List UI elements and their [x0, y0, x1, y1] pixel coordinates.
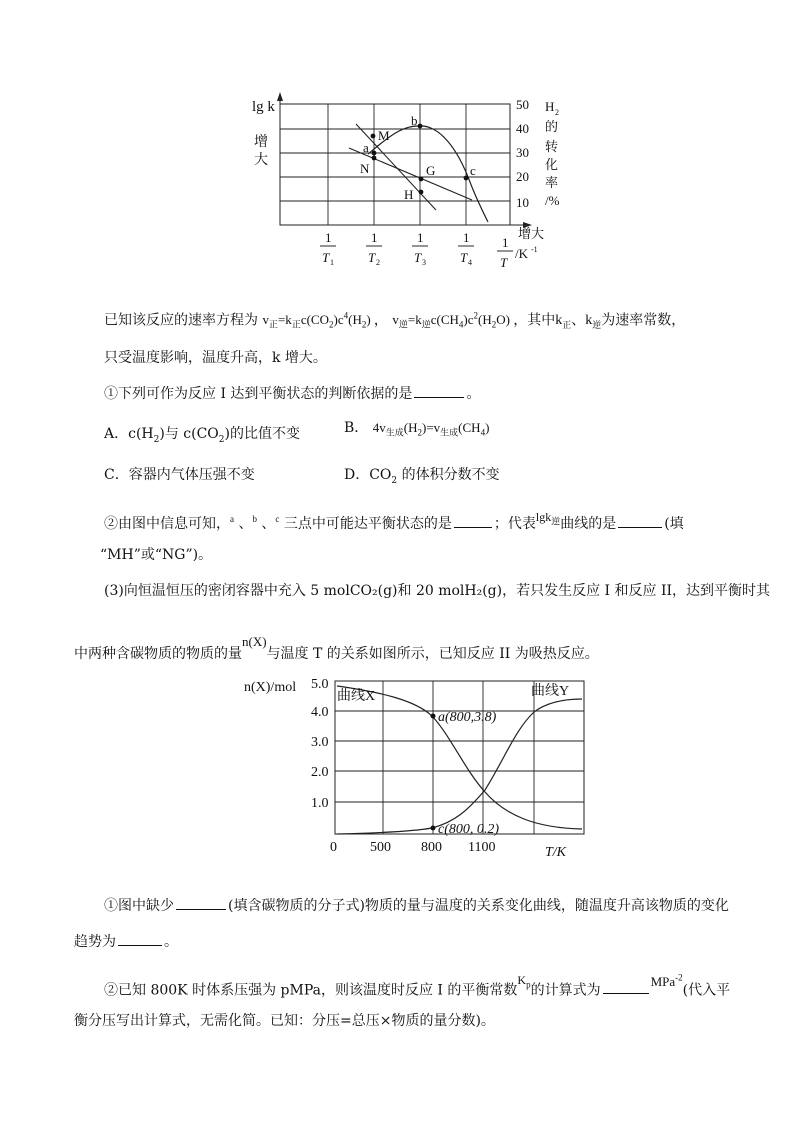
svg-text:10: 10	[516, 195, 529, 210]
curve-X	[337, 686, 582, 829]
svg-text:a: a	[363, 140, 369, 155]
x-tick-T2	[366, 230, 382, 267]
svg-text:20: 20	[516, 169, 529, 184]
svg-text:转: 转	[545, 139, 559, 154]
svg-text:500: 500	[370, 840, 391, 855]
question-5-line1: ②已知 800K 时体系压强为 pMPa，则该温度时反应 I 的平衡常数$K_p$的计算式为MPa$^{-2}$(代入平	[104, 973, 731, 999]
point-c	[464, 176, 469, 181]
question-3-line2: 中两种含碳物质的物质的量n(X)与温度 T 的关系如图所示，已知反应 II 为吸热反应。	[74, 634, 599, 662]
svg-text:T: T	[414, 250, 422, 265]
point-c	[431, 826, 436, 831]
question-2: ②由图中信息可知，$^a$ 、$^b$ 、$^c$ 三点中可能达平衡状态的是 ；代表lgk$_逆$曲线的是 (填	[104, 510, 684, 532]
point-H	[419, 190, 424, 195]
svg-text:T: T	[322, 250, 330, 265]
question-2-line2: “MH”或“NG”)。	[100, 547, 213, 563]
point-a-label: a(800,3.8)	[438, 710, 497, 725]
question-1-stem: ①下列可作为反应 I 达到平衡状态的判断依据的是 。	[104, 383, 480, 404]
point-N	[372, 156, 377, 161]
svg-text:1.0: 1.0	[311, 796, 329, 811]
figure-lgk-conversion	[0, 0, 800, 290]
x-tick-T4	[458, 230, 474, 267]
svg-text:M: M	[378, 128, 390, 143]
rate-equation-para: 已知该反应的速率方程为 $v_正=k_正c(CO_2)c^4(H_2)$ ， $v_逆=k_逆c(CH_4)c^2(H_2O)$ ，其中$k_正$、$k_逆$为速率常数，	[104, 311, 686, 331]
svg-text:1: 1	[371, 230, 378, 245]
svg-text:/K: /K	[515, 246, 528, 261]
svg-text:的: 的	[545, 119, 559, 134]
y-left-dir-2: 大	[254, 153, 268, 168]
svg-text:T: T	[500, 255, 508, 270]
svg-text:1: 1	[502, 235, 509, 250]
option-A: A．$c(H_2)$与 $c(CO_2)$的比值不变	[104, 426, 300, 445]
svg-text:2: 2	[376, 258, 380, 267]
svg-text:H: H	[545, 99, 555, 114]
curve-x-label: 曲线X	[337, 689, 376, 704]
answer-blank-6[interactable]	[603, 979, 649, 994]
svg-text:1: 1	[463, 230, 470, 245]
svg-text:30: 30	[516, 145, 529, 160]
svg-text:3.0: 3.0	[311, 735, 329, 750]
svg-text:H: H	[404, 187, 414, 202]
svg-text:1: 1	[325, 230, 332, 245]
question-4-line2: 趋势为 。	[74, 931, 178, 952]
x-axis-label: T/K	[545, 845, 567, 860]
svg-text:40: 40	[516, 121, 529, 136]
option-D: D．$CO_2$ 的体积分数不变	[344, 467, 500, 486]
svg-text:-1: -1	[531, 245, 538, 254]
svg-text:0: 0	[330, 840, 337, 855]
svg-text:4.0: 4.0	[311, 705, 329, 720]
svg-text:T: T	[368, 250, 376, 265]
question-4-line1: ①图中缺少 (填含碳物质的分子式)物质的量与温度的关系变化曲线，随温度升高该物质的变化	[104, 895, 729, 916]
option-C: C．容器内气体压强不变	[104, 467, 255, 483]
answer-blank-4[interactable]	[176, 895, 226, 910]
svg-text:化: 化	[545, 157, 559, 172]
point-M	[371, 134, 376, 139]
answer-blank-3[interactable]	[618, 513, 662, 528]
svg-text:2: 2	[555, 108, 559, 117]
x-tick-T3	[412, 230, 428, 267]
answer-blank-2[interactable]	[454, 513, 492, 528]
curve-y-label: 曲线Y	[531, 684, 570, 699]
point-a	[372, 151, 377, 156]
question-5-line2: 衡分压写出计算式，无需化简。已知：分压=总压×物质的量分数)。	[74, 1013, 495, 1029]
svg-text:2.0: 2.0	[311, 765, 329, 780]
svg-text:1: 1	[417, 230, 424, 245]
svg-text:T: T	[460, 250, 468, 265]
svg-text:50: 50	[516, 97, 529, 112]
svg-text:1: 1	[330, 258, 334, 267]
svg-text:4: 4	[468, 258, 472, 267]
x-tick-T1	[320, 230, 336, 267]
svg-text:1100: 1100	[468, 840, 496, 855]
rate-equation-line2: 只受温度影响，温度升高，k 增大。	[104, 350, 327, 366]
y-left-label: lg k	[252, 99, 275, 115]
svg-text:b: b	[411, 113, 418, 128]
question-3-line1: (3)向恒温恒压的密闭容器中充入 5 molCO₂(g)和 20 molH₂(g)，若只发生反应 I 和反应 II，达到平衡时其	[104, 583, 771, 599]
svg-text:800: 800	[421, 840, 442, 855]
svg-text:5.0: 5.0	[311, 677, 329, 692]
svg-text:N: N	[360, 161, 370, 176]
option-B: B． $4v_{生成}(H_2)=v_{生成}(CH_4)$	[344, 420, 490, 438]
y-axis-label: n(X)/mol	[244, 680, 297, 695]
answer-blank-5[interactable]	[118, 931, 162, 946]
point-c-label: c(800, 0.2)	[438, 822, 500, 837]
svg-text:G: G	[426, 163, 436, 178]
point-a	[431, 714, 436, 719]
svg-text:c: c	[470, 163, 476, 178]
svg-text:率: 率	[545, 175, 559, 190]
point-G	[419, 177, 424, 182]
figure-nx-vs-T	[0, 660, 800, 870]
svg-text:3: 3	[422, 258, 426, 267]
svg-text:/%: /%	[545, 193, 560, 208]
point-b	[418, 124, 423, 129]
y-left-dir-1: 增	[254, 135, 268, 150]
svg-text:增大: 增大	[518, 226, 545, 241]
answer-blank-1[interactable]	[414, 383, 464, 398]
